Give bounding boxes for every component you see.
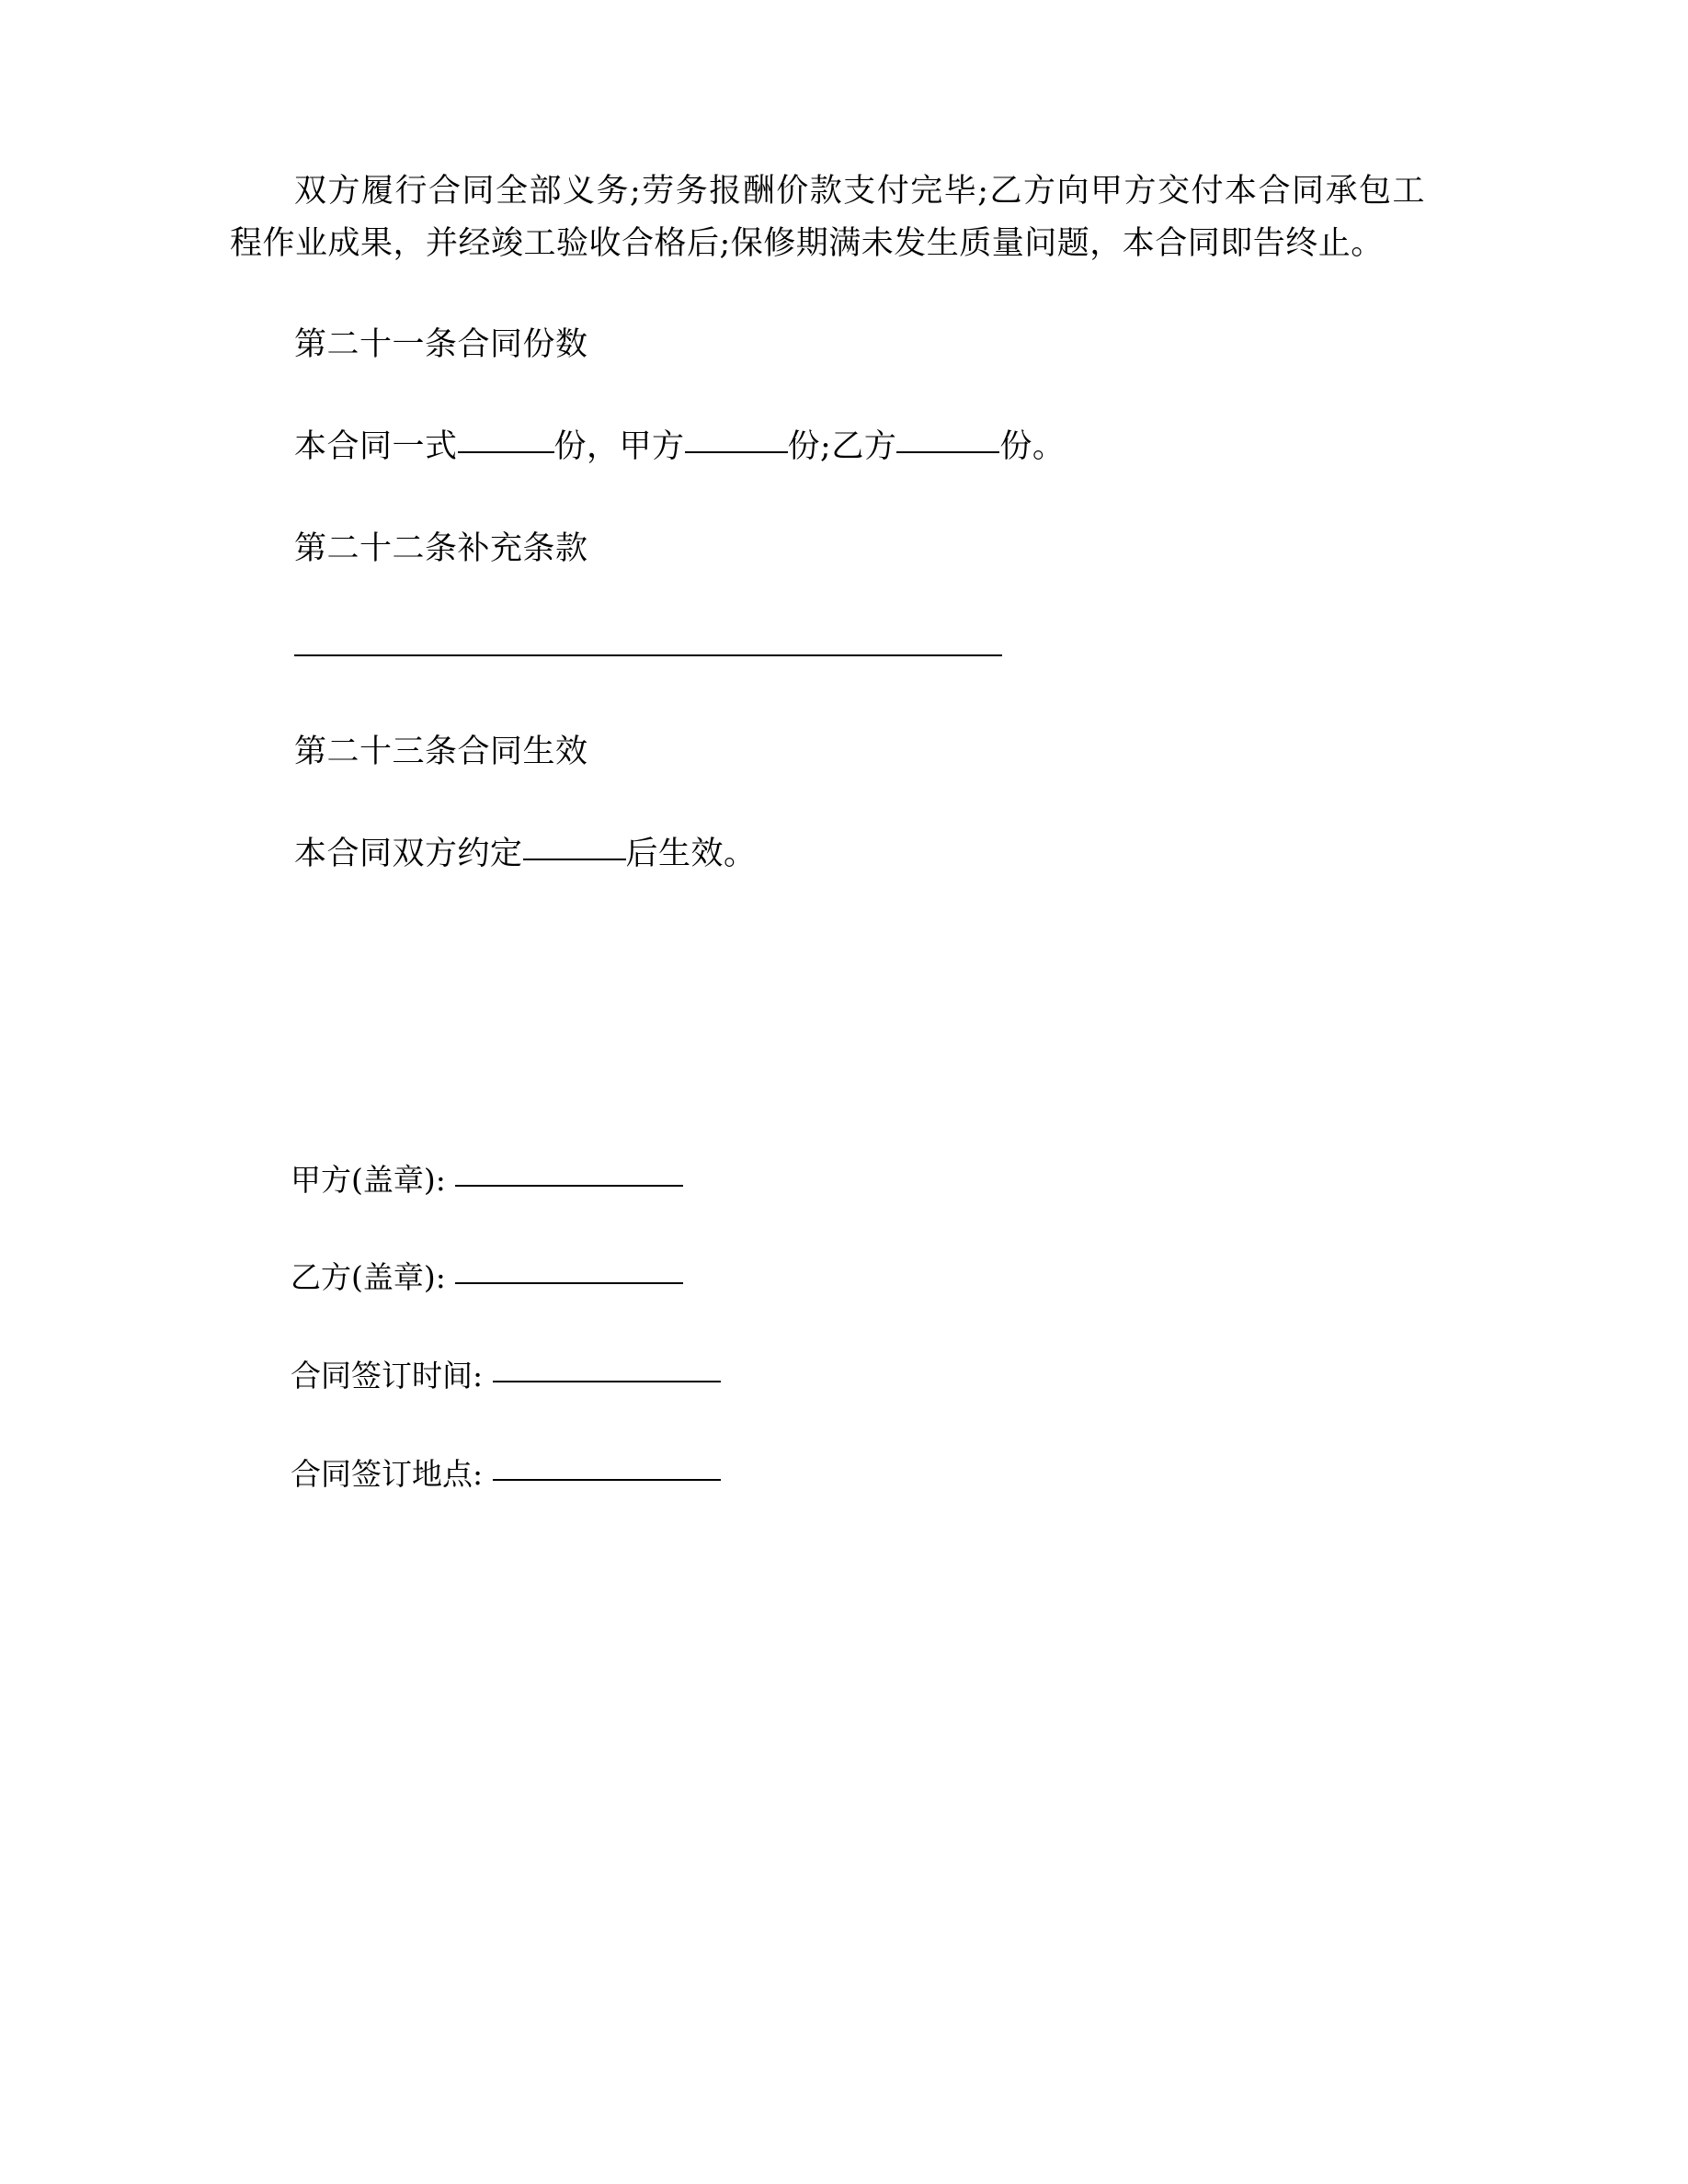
effect-condition-blank[interactable] (523, 858, 626, 860)
heading-article-23: 第二十三条合同生效 (294, 734, 588, 771)
copies-party-a-blank[interactable] (685, 450, 788, 453)
signature-party-b-seal-blank[interactable] (455, 1281, 683, 1284)
signature-sign-place-blank[interactable] (493, 1478, 721, 1481)
supplementary-terms-blank[interactable] (294, 654, 1002, 656)
clause-contract-effect (230, 828, 1425, 881)
signature-party-b-seal-label: 乙方(盖章): (291, 1259, 446, 1296)
heading-article-21: 第二十一条合同份数 (294, 326, 588, 364)
effect-prefix-text: 本合同双方约定 (294, 835, 523, 872)
copies-mid1-text: 份，甲方 (553, 428, 685, 466)
copies-suffix-text: 份。 (999, 428, 1066, 466)
effect-suffix-text: 后生效。 (625, 835, 757, 872)
signature-sign-place (230, 1450, 1425, 1499)
copies-prefix-text: 本合同一式 (294, 428, 458, 466)
signature-party-a-seal-blank[interactable] (455, 1184, 683, 1187)
document-body (230, 165, 1425, 1499)
signature-party-a-seal (230, 1156, 1425, 1205)
signature-sign-time-label: 合同签订时间: (291, 1358, 484, 1394)
paragraph-termination-clause: 双方履行合同全部义务;劳务报酬价款支付完毕;乙方向甲方交付本合同承包工程作业成果，并经竣工验收合格后;保修期满未发生质量问题，本合同即告终止。 (230, 173, 1425, 262)
heading-article-22: 第二十二条补充条款 (294, 529, 588, 567)
signature-party-a-seal-label: 甲方(盖章): (291, 1161, 446, 1198)
copies-party-b-blank[interactable] (896, 450, 999, 453)
copies-mid2-text: 份;乙方 (787, 428, 897, 466)
signature-sign-place-label: 合同签订地点: (291, 1455, 484, 1492)
signature-spacer (230, 930, 1425, 1156)
supplementary-terms-blank-line (230, 624, 1425, 677)
clause-contract-copies (230, 421, 1425, 473)
copies-total-blank[interactable] (458, 450, 554, 453)
signature-party-b-seal (230, 1254, 1425, 1302)
signature-sign-time (230, 1352, 1425, 1401)
signature-sign-time-blank[interactable] (493, 1380, 721, 1382)
